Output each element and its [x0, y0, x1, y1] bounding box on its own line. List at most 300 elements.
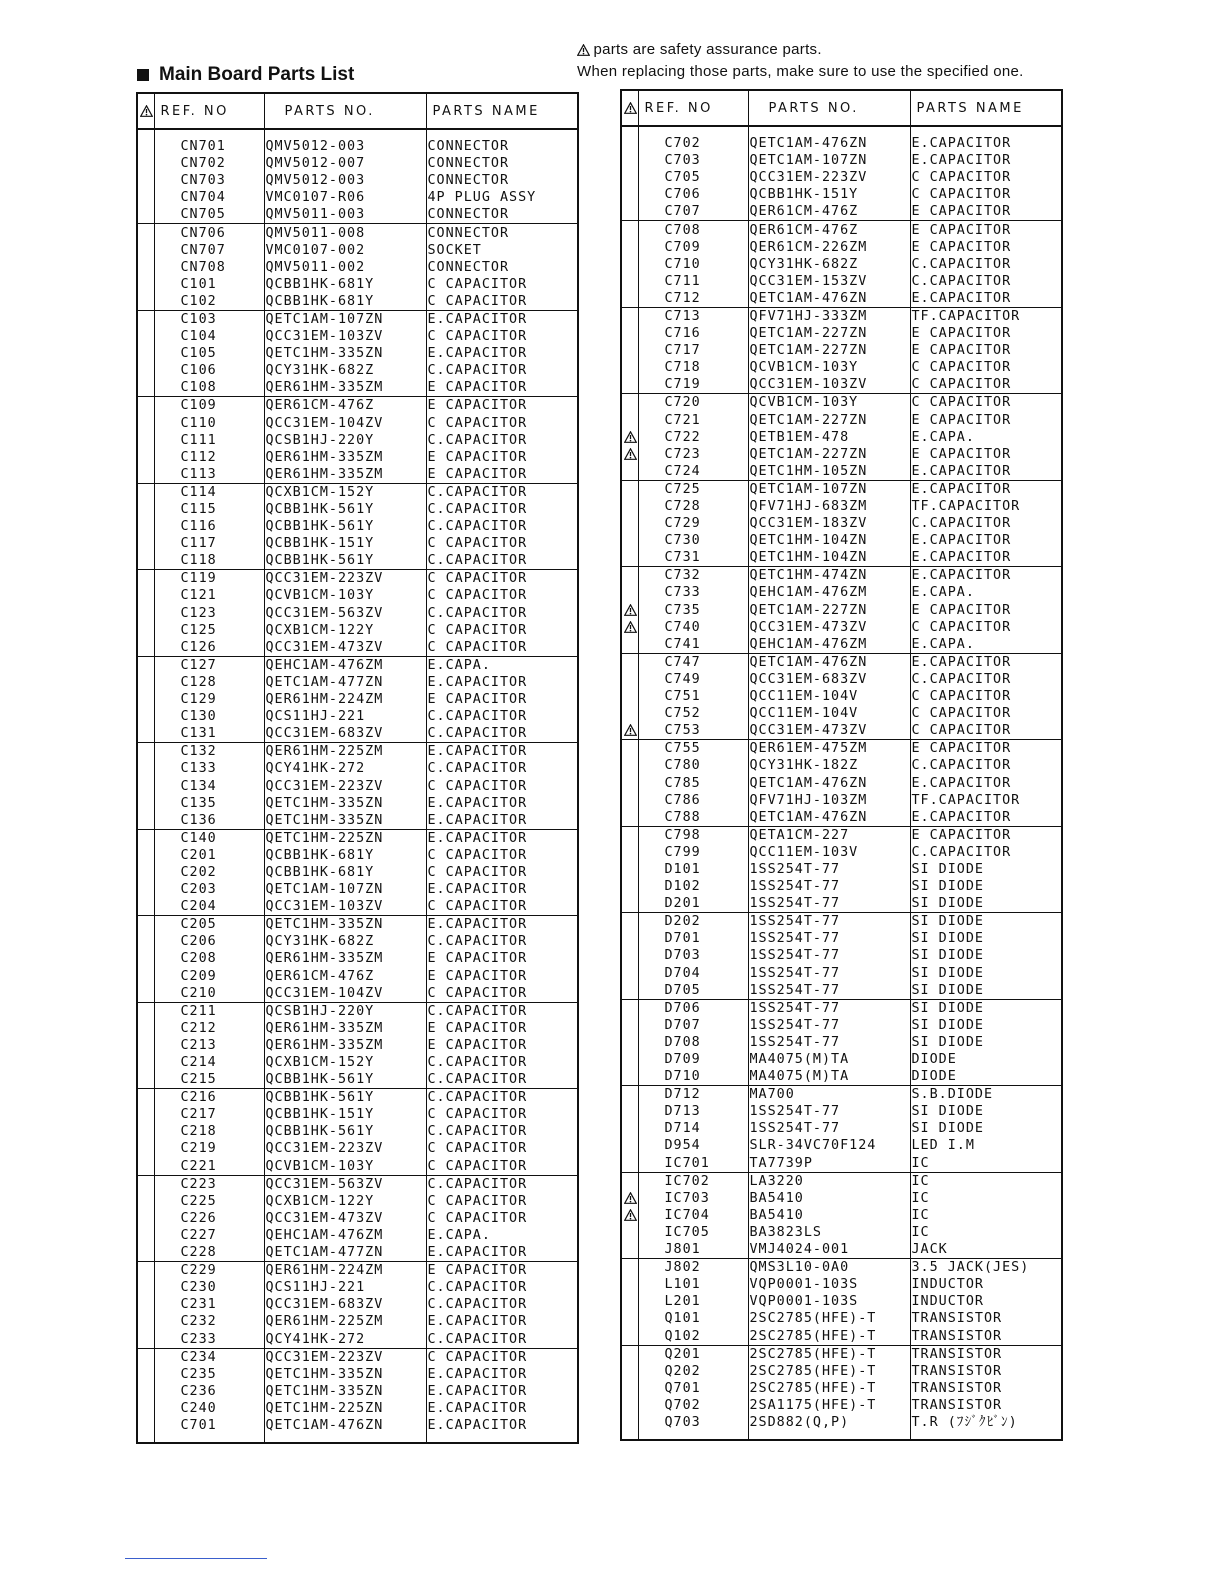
ref-no-cell: C134 [154, 777, 264, 794]
parts-no-cell: QCBB1HK-561Y [264, 518, 426, 535]
ref-no-cell: C208 [154, 950, 264, 967]
parts-name-cell: C.CAPACITOR [426, 725, 578, 743]
table-row [621, 463, 1062, 481]
safety-mark-cell [137, 829, 154, 847]
parts-no-cell: 1SS254T-77 [748, 1120, 910, 1137]
parts-name-cell: S.B.DIODE [911, 1087, 994, 1103]
parts-no-cell: QCC31EM-563ZV [264, 605, 426, 622]
safety-mark-cell [137, 898, 154, 916]
parts-name-cell: SI DIODE [911, 965, 984, 981]
parts-name-cell: C.CAPACITOR [427, 1297, 528, 1313]
ref-no-cell: D706 [638, 999, 748, 1017]
warning-triangle-icon [577, 44, 589, 55]
table-row [621, 186, 1062, 203]
parts-no-cell: QETC1HM-225ZN [264, 1400, 426, 1417]
ref-no-cell: C233 [154, 1330, 264, 1348]
table-row [621, 203, 1062, 221]
table-row [621, 1034, 1062, 1051]
parts-no-cell: QCC31EM-103ZV [264, 328, 426, 345]
safety-mark-cell [137, 1262, 154, 1280]
table-row [621, 722, 1062, 740]
table-row [137, 189, 578, 206]
ref-no-cell: C116 [154, 518, 264, 535]
safety-mark-cell [137, 535, 154, 552]
safety-mark-cell [621, 126, 638, 152]
ref-no-cell: C109 [154, 397, 264, 415]
table-row [621, 671, 1062, 688]
parts-name-cell: E CAPACITOR [911, 827, 1012, 843]
parts-name-cell: E CAPACITOR [911, 602, 1012, 618]
parts-name-header: PARTS NAME [910, 90, 1062, 126]
parts-name-cell: TRANSISTOR [911, 1346, 1003, 1362]
safety-mark-cell [137, 968, 154, 985]
parts-no-cell: QCBB1HK-151Y [264, 1106, 426, 1123]
parts-no-cell: QETC1AM-476ZN [748, 774, 910, 791]
parts-no-cell: QFV71HJ-333ZM [748, 307, 910, 325]
table-row [137, 345, 578, 362]
ref-no-cell: C211 [154, 1002, 264, 1020]
table-row [137, 829, 578, 847]
parts-name-cell: DIODE [911, 1052, 957, 1068]
ref-no-cell: C205 [154, 916, 264, 934]
parts-name-cell: C CAPACITOR [427, 415, 528, 431]
parts-no-cell: VMC0107-R06 [264, 189, 426, 206]
ref-no-cell: C136 [154, 812, 264, 830]
safety-mark-cell [137, 950, 154, 967]
parts-no-header: PARTS NO. [264, 93, 426, 129]
ref-no-cell: C733 [638, 584, 748, 601]
safety-mark-cell [137, 397, 154, 415]
parts-name-cell: E CAPACITOR [427, 1037, 528, 1053]
table-row [621, 1137, 1062, 1154]
ref-no-cell: C710 [638, 256, 748, 273]
table-row [137, 552, 578, 570]
parts-name-cell: E.CAPACITOR [427, 1366, 528, 1382]
parts-name-cell: C.CAPACITOR [427, 1090, 528, 1106]
safety-mark-cell [621, 567, 638, 585]
safety-note-line1 [577, 41, 822, 58]
parts-name-cell: C CAPACITOR [910, 722, 1062, 740]
table-row [137, 1140, 578, 1157]
parts-no-cell: QETC1HM-335ZN [264, 1366, 426, 1383]
table-row [621, 1207, 1062, 1224]
ref-no-cell: C135 [154, 795, 264, 812]
parts-no-cell: QCXB1CM-122Y [264, 1193, 426, 1210]
safety-mark-cell [621, 1259, 638, 1277]
parts-name-cell: JACK [910, 1241, 1062, 1259]
ref-no-cell: C755 [638, 740, 748, 758]
page-title [137, 64, 354, 86]
parts-name-cell: E.CAPACITOR [427, 830, 528, 846]
parts-no-cell: 1SS254T-77 [748, 1017, 910, 1034]
parts-no-cell: QCC11EM-104V [748, 688, 910, 705]
parts-name-cell: IC [911, 1224, 930, 1240]
table-row [621, 878, 1062, 895]
parts-no-cell: QCBB1HK-681Y [264, 276, 426, 293]
table-row [137, 1262, 578, 1280]
footer-rule [125, 1558, 267, 1559]
parts-name-cell: C.CAPACITOR [426, 1071, 578, 1089]
safety-mark-cell [621, 844, 638, 861]
parts-name-cell: C CAPACITOR [911, 395, 1012, 411]
table-row [137, 1002, 578, 1020]
ref-no-cell: D954 [638, 1137, 748, 1154]
parts-name-cell: C.CAPACITOR [427, 605, 528, 621]
safety-mark-cell [621, 549, 638, 567]
table-row [137, 760, 578, 777]
warning-triangle-icon [624, 431, 636, 442]
parts-no-cell: 1SS254T-77 [748, 965, 910, 982]
ref-no-cell: Q701 [638, 1380, 748, 1397]
parts-no-cell: QETC1AM-107ZN [748, 152, 910, 169]
parts-name-cell: E CAPACITOR [911, 741, 1012, 757]
ref-no-cell: D705 [638, 982, 748, 1000]
ref-no-cell: IC703 [638, 1190, 748, 1207]
ref-no-cell: C735 [638, 602, 748, 619]
square-bullet-icon [137, 69, 149, 81]
safety-mark-cell [137, 1089, 154, 1107]
parts-no-cell: QER61CM-476Z [264, 968, 426, 985]
parts-no-cell: QEHC1AM-476ZM [264, 656, 426, 674]
parts-no-cell: QER61HM-225ZM [264, 1313, 426, 1330]
table-row [621, 1051, 1062, 1068]
table-row [137, 1106, 578, 1123]
parts-no-cell: QCSB1HJ-220Y [264, 432, 426, 449]
parts-no-cell: QMV5012-007 [264, 155, 426, 172]
parts-no-cell: QCY31HK-682Z [748, 256, 910, 273]
ref-no-cell: C749 [638, 671, 748, 688]
ref-no-cell: C113 [154, 466, 264, 484]
safety-mark-cell [621, 325, 638, 342]
ref-no-cell: C722 [638, 429, 748, 446]
parts-no-cell: QETA1CM-227 [748, 826, 910, 844]
safety-mark-cell [137, 743, 154, 761]
safety-mark-cell [137, 1158, 154, 1176]
parts-name-cell: E CAPACITOR [427, 1020, 528, 1036]
parts-no-cell: QER61HM-335ZM [264, 1020, 426, 1037]
table-row [621, 1327, 1062, 1345]
parts-no-cell: QCC31EM-223ZV [264, 1348, 426, 1366]
safety-mark-cell [621, 722, 638, 740]
table-row [621, 1276, 1062, 1293]
parts-name-cell: TRANSISTOR [911, 1380, 1003, 1396]
ref-no-cell: C210 [154, 985, 264, 1003]
parts-name-cell: SI DIODE [911, 1017, 984, 1033]
table-row [621, 1172, 1062, 1190]
safety-column-header [621, 90, 638, 126]
ref-no-cell: C702 [638, 126, 748, 152]
parts-no-cell: QER61HM-335ZM [264, 466, 426, 484]
safety-mark-cell [621, 999, 638, 1017]
safety-mark-cell [621, 1086, 638, 1104]
ref-no-cell: C798 [638, 826, 748, 844]
parts-no-cell: QETC1AM-107ZN [264, 881, 426, 898]
parts-no-cell: QER61EM-475ZM [748, 740, 910, 758]
table-row [137, 449, 578, 466]
parts-no-cell: 1SS254T-77 [748, 930, 910, 947]
table-row [137, 916, 578, 934]
parts-table-left-body [137, 129, 578, 1443]
safety-mark-cell [621, 186, 638, 203]
safety-mark-cell [621, 169, 638, 186]
parts-no-cell: QETC1AM-476ZN [264, 1417, 426, 1434]
safety-mark-cell [137, 242, 154, 259]
parts-no-cell: QER61CM-476Z [264, 397, 426, 415]
table-row [621, 1086, 1062, 1104]
parts-name-cell: E.CAPACITOR [427, 311, 528, 327]
safety-mark-cell [621, 480, 638, 498]
parts-name-cell: TF.CAPACITOR [911, 499, 1021, 515]
parts-name-cell: C CAPACITOR [427, 329, 528, 345]
table-row [137, 656, 578, 674]
ref-no-cell: C229 [154, 1262, 264, 1280]
parts-name-cell: SI DIODE [911, 948, 984, 964]
table-row [137, 743, 578, 761]
ref-no-cell: C105 [154, 345, 264, 362]
spacer-cell [264, 1434, 426, 1443]
ref-no-cell: C216 [154, 1089, 264, 1107]
ref-no-cell: C788 [638, 809, 748, 827]
table-row [621, 740, 1062, 758]
ref-no-cell: D712 [638, 1086, 748, 1104]
parts-table-right [620, 89, 1063, 1441]
ref-no-cell: D202 [638, 913, 748, 931]
safety-mark-cell [621, 584, 638, 601]
parts-name-cell: TRANSISTOR [911, 1311, 1003, 1327]
table-row [621, 1397, 1062, 1414]
parts-name-cell: C.CAPACITOR [427, 709, 528, 725]
parts-name-cell: C CAPACITOR [427, 1193, 528, 1209]
parts-name-cell: CONNECTOR [427, 225, 510, 241]
table-row [137, 1054, 578, 1071]
table-row [621, 895, 1062, 913]
parts-no-cell: QCSB1HJ-220Y [264, 1002, 426, 1020]
parts-name-cell: C CAPACITOR [427, 622, 528, 638]
parts-no-cell: QEHC1AM-476ZM [264, 1227, 426, 1244]
parts-no-cell: QETC1AM-227ZN [748, 342, 910, 359]
parts-no-cell: QCBB1HK-681Y [264, 847, 426, 864]
parts-no-cell: QCC31EM-563ZV [264, 1175, 426, 1193]
parts-name-cell: IC [910, 1155, 1062, 1173]
parts-name-cell: TF.CAPACITOR [911, 792, 1021, 808]
table-row [621, 636, 1062, 654]
parts-name-cell: C CAPACITOR [911, 689, 1012, 705]
parts-name-cell: C CAPACITOR [427, 847, 528, 863]
parts-name-cell: E.CAPACITOR [911, 775, 1012, 791]
safety-mark-cell [621, 1190, 638, 1207]
parts-no-cell: QETC1HM-474ZN [748, 567, 910, 585]
parts-name-cell: C.CAPACITOR [427, 502, 528, 518]
table-header-row [137, 93, 578, 129]
parts-no-cell: QER61HM-335ZM [264, 379, 426, 397]
safety-mark-cell [137, 172, 154, 189]
parts-name-cell: E.CAPACITOR [427, 1417, 528, 1433]
ref-no-cell: C212 [154, 1020, 264, 1037]
parts-table-left [136, 92, 579, 1444]
safety-mark-cell [137, 985, 154, 1003]
table-row [137, 1089, 578, 1107]
parts-no-cell: QCC31EM-683ZV [264, 725, 426, 743]
parts-no-cell: MA700 [748, 1086, 910, 1104]
safety-mark-cell [137, 639, 154, 657]
safety-mark-cell [137, 276, 154, 293]
parts-no-cell: 2SC2785(HFE)-T [748, 1327, 910, 1345]
safety-mark-cell [137, 1383, 154, 1400]
safety-mark-cell [621, 307, 638, 325]
parts-no-cell: QCC31EM-683ZV [264, 1296, 426, 1313]
table-row [621, 982, 1062, 1000]
parts-name-cell: C CAPACITOR [911, 706, 1012, 722]
ref-no-cell: C713 [638, 307, 748, 325]
safety-mark-cell [621, 1155, 638, 1173]
parts-no-cell: QETC1HM-105ZN [748, 463, 910, 481]
safety-mark-cell [621, 273, 638, 290]
parts-name-cell: C.CAPACITOR [427, 934, 528, 950]
table-row [137, 968, 578, 985]
ref-no-cell: CN707 [154, 242, 264, 259]
parts-name-cell: E.CAPACITOR [427, 795, 528, 811]
ref-no-cell: C234 [154, 1348, 264, 1366]
safety-mark-cell [137, 864, 154, 881]
parts-no-cell: VMJ4024-001 [748, 1241, 910, 1259]
table-row [621, 446, 1062, 463]
ref-no-cell: Q102 [638, 1327, 748, 1345]
table-row [621, 1293, 1062, 1310]
table-row [137, 1279, 578, 1296]
ref-no-cell: CN702 [154, 155, 264, 172]
ref-no-cell: C723 [638, 446, 748, 463]
ref-no-header: REF. NO [638, 90, 748, 126]
parts-no-cell: 1SS254T-77 [748, 999, 910, 1017]
safety-mark-cell [621, 1310, 638, 1327]
safety-mark-cell [621, 412, 638, 429]
parts-name-cell: SI DIODE [911, 1104, 984, 1120]
ref-no-cell: C140 [154, 829, 264, 847]
warning-triangle-icon [624, 1209, 636, 1220]
table-row [137, 691, 578, 708]
ref-no-cell: C201 [154, 847, 264, 864]
ref-no-cell: C214 [154, 1054, 264, 1071]
parts-name-cell: C CAPACITOR [426, 1158, 578, 1176]
parts-name-cell: SI DIODE [910, 895, 1062, 913]
parts-no-cell: QCC31EM-153ZV [748, 273, 910, 290]
parts-no-cell: QCY31HK-682Z [264, 362, 426, 379]
parts-no-cell: QER61HM-335ZM [264, 950, 426, 967]
ref-no-cell: C703 [638, 152, 748, 169]
safety-mark-cell [137, 777, 154, 794]
warning-triangle-icon [140, 105, 152, 116]
table-row [137, 466, 578, 484]
parts-name-cell: E.CAPACITOR [910, 463, 1062, 481]
parts-no-cell: QCC31EM-223ZV [264, 1140, 426, 1157]
ref-no-cell: C104 [154, 328, 264, 345]
parts-name-cell: INDUCTOR [911, 1294, 984, 1310]
parts-no-cell: QCC31EM-223ZV [748, 169, 910, 186]
parts-name-cell: C CAPACITOR [427, 571, 528, 587]
parts-no-cell: QMS3L10-0A0 [748, 1259, 910, 1277]
safety-mark-cell [137, 345, 154, 362]
table-row [137, 397, 578, 415]
table-row [137, 483, 578, 501]
parts-name-cell: C CAPACITOR [427, 1210, 528, 1226]
parts-no-cell: QFV71HJ-103ZM [748, 792, 910, 809]
parts-no-cell: QCC31EM-223ZV [264, 777, 426, 794]
ref-no-cell: CN706 [154, 224, 264, 242]
table-row [621, 774, 1062, 791]
table-row [137, 1193, 578, 1210]
ref-no-cell: C203 [154, 881, 264, 898]
parts-name-cell: E.CAPACITOR [427, 744, 528, 760]
table-row [137, 847, 578, 864]
parts-no-cell: QETC1AM-476ZN [748, 809, 910, 827]
ref-no-cell: D704 [638, 965, 748, 982]
parts-name-cell: E CAPACITOR [427, 951, 528, 967]
safety-note-line2: When replacing those parts, make sure to use the specified one. [577, 63, 1024, 80]
parts-name-cell: T.R (ﾌｼﾞｸﾋﾞﾝ) [911, 1414, 1018, 1430]
table-row [621, 705, 1062, 722]
safety-mark-cell [137, 1210, 154, 1227]
ref-no-cell: C204 [154, 898, 264, 916]
ref-no-cell: C213 [154, 1037, 264, 1054]
table-row [137, 379, 578, 397]
safety-mark-cell [621, 221, 638, 239]
parts-no-cell: QCVB1CM-103Y [264, 587, 426, 604]
parts-no-cell: QCC31EM-473ZV [264, 1210, 426, 1227]
parts-name-cell: IC [911, 1207, 930, 1223]
table-row [137, 1175, 578, 1193]
parts-no-cell: QER61HM-335ZM [264, 449, 426, 466]
table-row [137, 432, 578, 449]
safety-mark-cell [621, 1120, 638, 1137]
safety-mark-cell [621, 515, 638, 532]
ref-no-cell: C719 [638, 376, 748, 394]
parts-name-cell: C CAPACITOR [427, 864, 528, 880]
parts-name-cell: E.CAPACITOR [427, 1400, 528, 1416]
ref-no-cell: Q202 [638, 1363, 748, 1380]
ref-no-cell: J801 [638, 1241, 748, 1259]
safety-mark-cell [137, 1417, 154, 1434]
safety-mark-cell [137, 725, 154, 743]
parts-no-cell: QETC1AM-227ZN [748, 602, 910, 619]
parts-name-cell: E.CAPACITOR [427, 674, 528, 690]
table-row [137, 1158, 578, 1176]
table-row [621, 1103, 1062, 1120]
table-row [621, 965, 1062, 982]
safety-mark-cell [137, 656, 154, 674]
parts-name-cell: E.CAPACITOR [426, 812, 578, 830]
parts-no-cell: 2SD882(Q,P) [748, 1414, 910, 1431]
ref-no-cell: C215 [154, 1071, 264, 1089]
table-row [621, 947, 1062, 964]
safety-mark-cell [621, 619, 638, 636]
safety-mark-cell [137, 328, 154, 345]
parts-no-cell: QCC31EM-473ZV [748, 722, 910, 740]
table-row [621, 412, 1062, 429]
safety-mark-cell [621, 861, 638, 878]
warning-triangle-icon [624, 102, 636, 113]
table-row [621, 602, 1062, 619]
table-row [621, 515, 1062, 532]
ref-no-cell: Q702 [638, 1397, 748, 1414]
safety-mark-cell [621, 1397, 638, 1414]
safety-mark-cell [621, 359, 638, 376]
safety-mark-cell [137, 1193, 154, 1210]
table-row [137, 725, 578, 743]
parts-name-cell: E CAPACITOR [427, 449, 528, 465]
ref-no-cell: C227 [154, 1227, 264, 1244]
ref-no-cell: D707 [638, 1017, 748, 1034]
ref-no-cell: C712 [638, 290, 748, 308]
